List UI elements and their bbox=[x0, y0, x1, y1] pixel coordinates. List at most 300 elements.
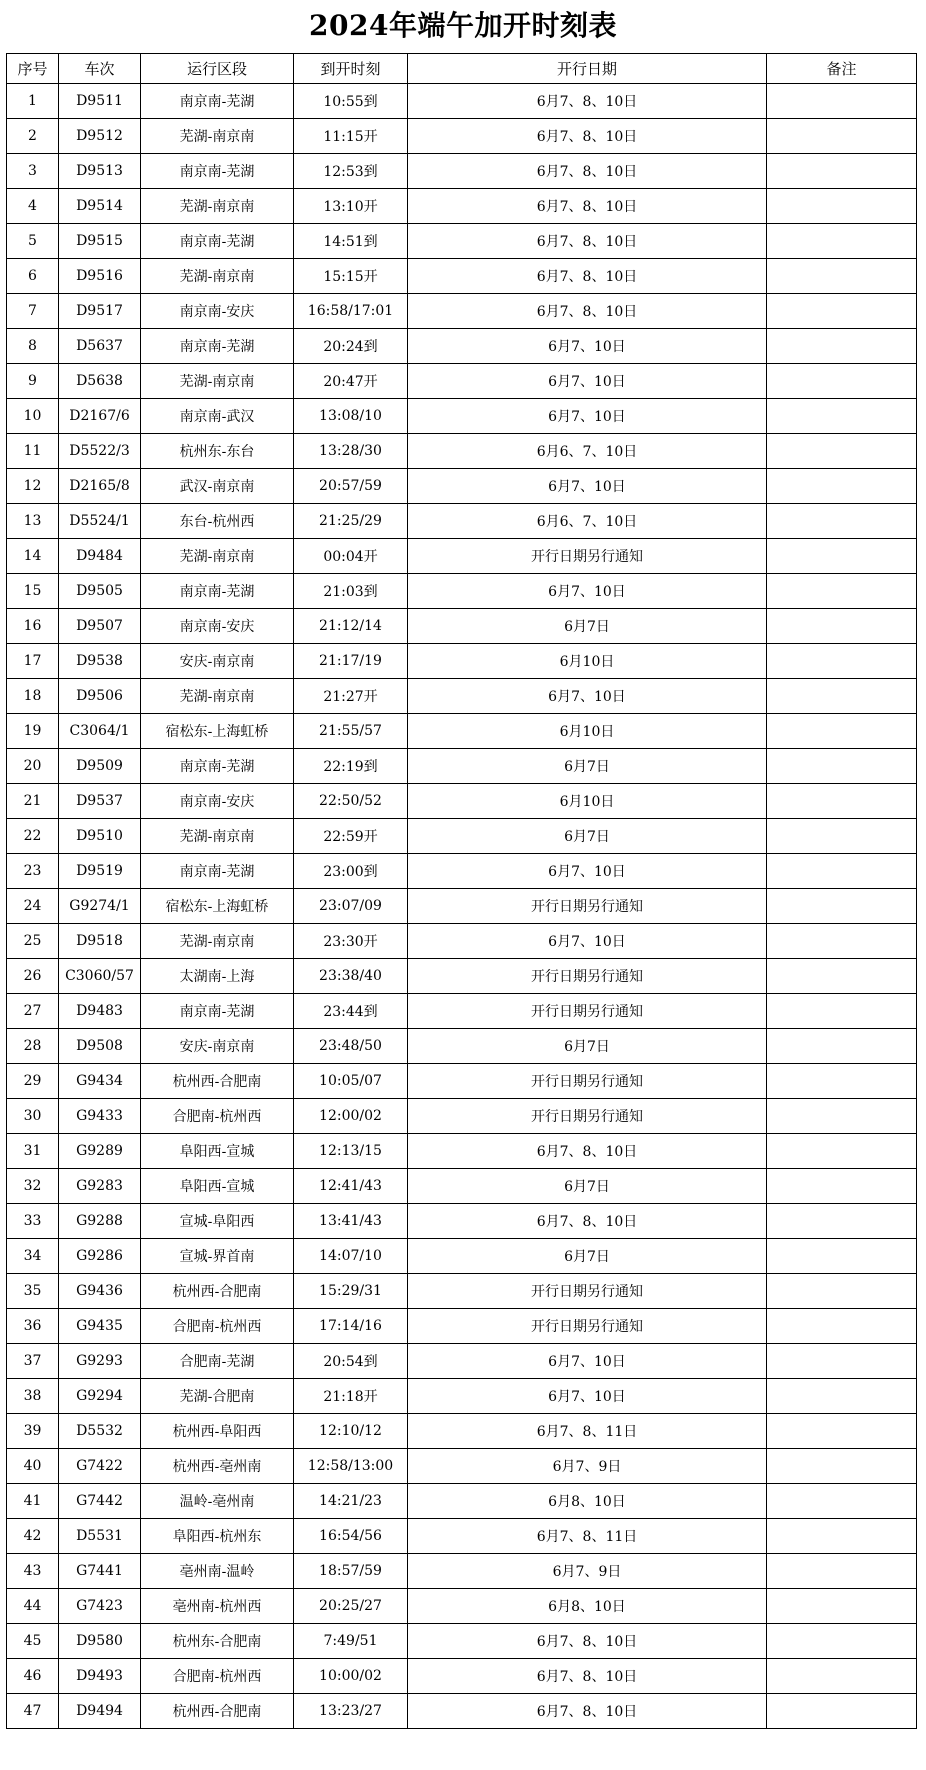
cell-route: 芜湖-南京南 bbox=[141, 119, 294, 154]
cell-train-number: D9508 bbox=[59, 1029, 141, 1064]
cell-route: 东台-杭州西 bbox=[141, 504, 294, 539]
cell-dates: 6月7、8、10日 bbox=[408, 189, 767, 224]
cell-remarks bbox=[767, 329, 917, 364]
cell-time: 23:30开 bbox=[294, 924, 408, 959]
cell-route: 南京南-芜湖 bbox=[141, 84, 294, 119]
cell-dates: 开行日期另行通知 bbox=[408, 1274, 767, 1309]
cell-train-number: G9288 bbox=[59, 1204, 141, 1239]
cell-remarks bbox=[767, 854, 917, 889]
cell-train-number: D5531 bbox=[59, 1519, 141, 1554]
cell-time: 10:00/02 bbox=[294, 1659, 408, 1694]
cell-time: 21:18开 bbox=[294, 1379, 408, 1414]
cell-remarks bbox=[767, 434, 917, 469]
table-row bbox=[7, 1064, 917, 1099]
cell-seq: 29 bbox=[7, 1064, 59, 1099]
cell-route: 合肥南-杭州西 bbox=[141, 1659, 294, 1694]
cell-route: 南京南-芜湖 bbox=[141, 329, 294, 364]
cell-time: 14:07/10 bbox=[294, 1239, 408, 1274]
cell-seq: 24 bbox=[7, 889, 59, 924]
cell-remarks bbox=[767, 994, 917, 1029]
table-body bbox=[7, 84, 917, 1729]
cell-time: 12:10/12 bbox=[294, 1414, 408, 1449]
table-row bbox=[7, 1589, 917, 1624]
table-row bbox=[7, 364, 917, 399]
table-row bbox=[7, 154, 917, 189]
cell-train-number: G7423 bbox=[59, 1589, 141, 1624]
cell-train-number: G9274/1 bbox=[59, 889, 141, 924]
cell-time: 21:27开 bbox=[294, 679, 408, 714]
cell-train-number: C3064/1 bbox=[59, 714, 141, 749]
table-row bbox=[7, 714, 917, 749]
cell-dates: 6月7、8、10日 bbox=[408, 1204, 767, 1239]
cell-dates: 6月7、8、10日 bbox=[408, 1134, 767, 1169]
cell-seq: 28 bbox=[7, 1029, 59, 1064]
cell-seq: 1 bbox=[7, 84, 59, 119]
header-operating-dates: 开行日期 bbox=[408, 54, 767, 84]
cell-time: 21:12/14 bbox=[294, 609, 408, 644]
cell-train-number: D9516 bbox=[59, 259, 141, 294]
cell-route: 芜湖-合肥南 bbox=[141, 1379, 294, 1414]
cell-train-number: G9286 bbox=[59, 1239, 141, 1274]
cell-time: 15:29/31 bbox=[294, 1274, 408, 1309]
cell-time: 20:54到 bbox=[294, 1344, 408, 1379]
cell-time: 13:28/30 bbox=[294, 434, 408, 469]
cell-dates: 6月10日 bbox=[408, 714, 767, 749]
header-remarks: 备注 bbox=[767, 54, 917, 84]
cell-time: 13:23/27 bbox=[294, 1694, 408, 1729]
cell-seq: 31 bbox=[7, 1134, 59, 1169]
cell-seq: 40 bbox=[7, 1449, 59, 1484]
table-row bbox=[7, 119, 917, 154]
table-row bbox=[7, 329, 917, 364]
cell-time: 22:50/52 bbox=[294, 784, 408, 819]
cell-train-number: G9289 bbox=[59, 1134, 141, 1169]
cell-route: 芜湖-南京南 bbox=[141, 364, 294, 399]
cell-seq: 42 bbox=[7, 1519, 59, 1554]
cell-dates: 6月7、10日 bbox=[408, 469, 767, 504]
cell-dates: 6月6、7、10日 bbox=[408, 504, 767, 539]
cell-route: 南京南-芜湖 bbox=[141, 224, 294, 259]
cell-remarks bbox=[767, 1414, 917, 1449]
cell-remarks bbox=[767, 1064, 917, 1099]
table-row bbox=[7, 1204, 917, 1239]
cell-remarks bbox=[767, 1694, 917, 1729]
cell-time: 23:44到 bbox=[294, 994, 408, 1029]
cell-route: 杭州西-合肥南 bbox=[141, 1064, 294, 1099]
cell-route: 杭州东-合肥南 bbox=[141, 1624, 294, 1659]
cell-seq: 5 bbox=[7, 224, 59, 259]
cell-time: 21:55/57 bbox=[294, 714, 408, 749]
cell-dates: 6月7、8、10日 bbox=[408, 154, 767, 189]
cell-time: 20:25/27 bbox=[294, 1589, 408, 1624]
cell-train-number: G9435 bbox=[59, 1309, 141, 1344]
cell-seq: 12 bbox=[7, 469, 59, 504]
cell-remarks bbox=[767, 1029, 917, 1064]
cell-seq: 9 bbox=[7, 364, 59, 399]
cell-remarks bbox=[767, 679, 917, 714]
cell-seq: 8 bbox=[7, 329, 59, 364]
table-row bbox=[7, 819, 917, 854]
cell-dates: 6月7、9日 bbox=[408, 1449, 767, 1484]
cell-route: 阜阳西-宣城 bbox=[141, 1169, 294, 1204]
table-row bbox=[7, 1519, 917, 1554]
cell-dates: 6月7日 bbox=[408, 819, 767, 854]
table-row bbox=[7, 84, 917, 119]
table-row bbox=[7, 1414, 917, 1449]
table-row bbox=[7, 854, 917, 889]
cell-seq: 6 bbox=[7, 259, 59, 294]
cell-train-number: G9283 bbox=[59, 1169, 141, 1204]
cell-route: 南京南-芜湖 bbox=[141, 574, 294, 609]
cell-seq: 16 bbox=[7, 609, 59, 644]
cell-train-number: G9434 bbox=[59, 1064, 141, 1099]
cell-remarks bbox=[767, 84, 917, 119]
cell-seq: 19 bbox=[7, 714, 59, 749]
cell-time: 11:15开 bbox=[294, 119, 408, 154]
cell-dates: 6月7日 bbox=[408, 1029, 767, 1064]
cell-seq: 26 bbox=[7, 959, 59, 994]
cell-seq: 44 bbox=[7, 1589, 59, 1624]
cell-dates: 6月10日 bbox=[408, 644, 767, 679]
cell-remarks bbox=[767, 1204, 917, 1239]
cell-route: 南京南-安庆 bbox=[141, 784, 294, 819]
cell-dates: 6月7、8、10日 bbox=[408, 224, 767, 259]
cell-dates: 开行日期另行通知 bbox=[408, 1064, 767, 1099]
cell-route: 南京南-武汉 bbox=[141, 399, 294, 434]
cell-dates: 6月6、7、10日 bbox=[408, 434, 767, 469]
cell-train-number: D5637 bbox=[59, 329, 141, 364]
table-row bbox=[7, 294, 917, 329]
cell-remarks bbox=[767, 1449, 917, 1484]
cell-train-number: D2167/6 bbox=[59, 399, 141, 434]
cell-route: 宿松东-上海虹桥 bbox=[141, 889, 294, 924]
cell-remarks bbox=[767, 259, 917, 294]
cell-train-number: D9512 bbox=[59, 119, 141, 154]
header-seq: 序号 bbox=[7, 54, 59, 84]
cell-remarks bbox=[767, 539, 917, 574]
cell-route: 合肥南-杭州西 bbox=[141, 1309, 294, 1344]
cell-dates: 开行日期另行通知 bbox=[408, 1099, 767, 1134]
cell-route: 阜阳西-宣城 bbox=[141, 1134, 294, 1169]
cell-train-number: D5532 bbox=[59, 1414, 141, 1449]
cell-route: 南京南-芜湖 bbox=[141, 994, 294, 1029]
table-row bbox=[7, 994, 917, 1029]
table-row bbox=[7, 1554, 917, 1589]
cell-train-number: D9505 bbox=[59, 574, 141, 609]
cell-time: 12:58/13:00 bbox=[294, 1449, 408, 1484]
cell-seq: 13 bbox=[7, 504, 59, 539]
cell-train-number: D5638 bbox=[59, 364, 141, 399]
cell-remarks bbox=[767, 1379, 917, 1414]
cell-seq: 36 bbox=[7, 1309, 59, 1344]
cell-train-number: D9509 bbox=[59, 749, 141, 784]
cell-dates: 6月7、8、10日 bbox=[408, 1659, 767, 1694]
cell-seq: 38 bbox=[7, 1379, 59, 1414]
cell-train-number: D9515 bbox=[59, 224, 141, 259]
cell-dates: 6月7、10日 bbox=[408, 679, 767, 714]
cell-dates: 6月7、8、10日 bbox=[408, 119, 767, 154]
cell-time: 12:41/43 bbox=[294, 1169, 408, 1204]
cell-dates: 6月7、8、10日 bbox=[408, 84, 767, 119]
cell-seq: 47 bbox=[7, 1694, 59, 1729]
cell-route: 宿松东-上海虹桥 bbox=[141, 714, 294, 749]
cell-time: 20:24到 bbox=[294, 329, 408, 364]
cell-seq: 7 bbox=[7, 294, 59, 329]
cell-time: 20:47开 bbox=[294, 364, 408, 399]
cell-remarks bbox=[767, 959, 917, 994]
cell-seq: 10 bbox=[7, 399, 59, 434]
cell-remarks bbox=[767, 1239, 917, 1274]
cell-route: 杭州西-合肥南 bbox=[141, 1694, 294, 1729]
cell-dates: 开行日期另行通知 bbox=[408, 994, 767, 1029]
cell-remarks bbox=[767, 749, 917, 784]
cell-time: 21:25/29 bbox=[294, 504, 408, 539]
cell-remarks bbox=[767, 1554, 917, 1589]
cell-route: 芜湖-南京南 bbox=[141, 189, 294, 224]
cell-remarks bbox=[767, 364, 917, 399]
table-header-row bbox=[7, 54, 917, 84]
cell-train-number: D9514 bbox=[59, 189, 141, 224]
cell-dates: 6月8、10日 bbox=[408, 1589, 767, 1624]
cell-route: 宣城-阜阳西 bbox=[141, 1204, 294, 1239]
cell-route: 南京南-芜湖 bbox=[141, 749, 294, 784]
table-row bbox=[7, 679, 917, 714]
cell-remarks bbox=[767, 784, 917, 819]
cell-train-number: G9433 bbox=[59, 1099, 141, 1134]
cell-seq: 4 bbox=[7, 189, 59, 224]
table-row bbox=[7, 469, 917, 504]
cell-train-number: G9294 bbox=[59, 1379, 141, 1414]
cell-route: 亳州南-杭州西 bbox=[141, 1589, 294, 1624]
cell-train-number: D9483 bbox=[59, 994, 141, 1029]
page-title: 2024年端午加开时刻表 bbox=[309, 9, 617, 42]
cell-seq: 37 bbox=[7, 1344, 59, 1379]
cell-remarks bbox=[767, 119, 917, 154]
cell-time: 16:58/17:01 bbox=[294, 294, 408, 329]
table-row bbox=[7, 1344, 917, 1379]
cell-time: 14:21/23 bbox=[294, 1484, 408, 1519]
cell-route: 杭州东-东台 bbox=[141, 434, 294, 469]
table-row bbox=[7, 434, 917, 469]
cell-route: 温岭-亳州南 bbox=[141, 1484, 294, 1519]
cell-seq: 39 bbox=[7, 1414, 59, 1449]
table-row bbox=[7, 224, 917, 259]
table-row bbox=[7, 399, 917, 434]
cell-route: 亳州南-温岭 bbox=[141, 1554, 294, 1589]
cell-remarks bbox=[767, 399, 917, 434]
cell-remarks bbox=[767, 504, 917, 539]
cell-dates: 开行日期另行通知 bbox=[408, 959, 767, 994]
cell-train-number: D9517 bbox=[59, 294, 141, 329]
cell-remarks bbox=[767, 1274, 917, 1309]
cell-time: 12:00/02 bbox=[294, 1099, 408, 1134]
cell-route: 安庆-南京南 bbox=[141, 644, 294, 679]
cell-train-number: D9493 bbox=[59, 1659, 141, 1694]
cell-seq: 3 bbox=[7, 154, 59, 189]
table-row bbox=[7, 504, 917, 539]
cell-remarks bbox=[767, 714, 917, 749]
cell-dates: 6月7、8、10日 bbox=[408, 259, 767, 294]
cell-remarks bbox=[767, 1519, 917, 1554]
cell-route: 宣城-界首南 bbox=[141, 1239, 294, 1274]
cell-train-number: D9506 bbox=[59, 679, 141, 714]
cell-dates: 6月8、10日 bbox=[408, 1484, 767, 1519]
cell-seq: 22 bbox=[7, 819, 59, 854]
cell-seq: 34 bbox=[7, 1239, 59, 1274]
table-row bbox=[7, 574, 917, 609]
cell-train-number: G7422 bbox=[59, 1449, 141, 1484]
header-arrival-departure-time: 到开时刻 bbox=[294, 54, 408, 84]
cell-train-number: D9511 bbox=[59, 84, 141, 119]
cell-remarks bbox=[767, 224, 917, 259]
cell-dates: 6月7、10日 bbox=[408, 329, 767, 364]
cell-route: 南京南-安庆 bbox=[141, 609, 294, 644]
cell-time: 20:57/59 bbox=[294, 469, 408, 504]
table-row bbox=[7, 644, 917, 679]
cell-dates: 6月7、10日 bbox=[408, 924, 767, 959]
cell-remarks bbox=[767, 609, 917, 644]
cell-remarks bbox=[767, 154, 917, 189]
cell-train-number: D9519 bbox=[59, 854, 141, 889]
cell-remarks bbox=[767, 819, 917, 854]
cell-time: 23:00到 bbox=[294, 854, 408, 889]
cell-seq: 11 bbox=[7, 434, 59, 469]
cell-time: 12:13/15 bbox=[294, 1134, 408, 1169]
cell-train-number: C3060/57 bbox=[59, 959, 141, 994]
cell-train-number: G7442 bbox=[59, 1484, 141, 1519]
cell-remarks bbox=[767, 1134, 917, 1169]
cell-seq: 32 bbox=[7, 1169, 59, 1204]
cell-time: 21:03到 bbox=[294, 574, 408, 609]
cell-remarks bbox=[767, 294, 917, 329]
table-row bbox=[7, 959, 917, 994]
cell-seq: 23 bbox=[7, 854, 59, 889]
table-row bbox=[7, 609, 917, 644]
cell-dates: 开行日期另行通知 bbox=[408, 1309, 767, 1344]
cell-remarks bbox=[767, 189, 917, 224]
table-row bbox=[7, 1624, 917, 1659]
cell-seq: 2 bbox=[7, 119, 59, 154]
cell-remarks bbox=[767, 889, 917, 924]
cell-route: 杭州西-合肥南 bbox=[141, 1274, 294, 1309]
cell-dates: 6月7、8、10日 bbox=[408, 1694, 767, 1729]
cell-seq: 43 bbox=[7, 1554, 59, 1589]
cell-remarks bbox=[767, 1589, 917, 1624]
cell-train-number: D9538 bbox=[59, 644, 141, 679]
table-row bbox=[7, 539, 917, 574]
cell-dates: 6月7、10日 bbox=[408, 574, 767, 609]
cell-train-number: D9513 bbox=[59, 154, 141, 189]
table-row bbox=[7, 1449, 917, 1484]
cell-seq: 20 bbox=[7, 749, 59, 784]
cell-time: 23:38/40 bbox=[294, 959, 408, 994]
cell-dates: 6月7、10日 bbox=[408, 854, 767, 889]
cell-time: 13:08/10 bbox=[294, 399, 408, 434]
cell-route: 南京南-安庆 bbox=[141, 294, 294, 329]
table-row bbox=[7, 1484, 917, 1519]
cell-remarks bbox=[767, 924, 917, 959]
cell-route: 太湖南-上海 bbox=[141, 959, 294, 994]
cell-dates: 6月7、10日 bbox=[408, 1379, 767, 1414]
cell-remarks bbox=[767, 1344, 917, 1379]
cell-route: 武汉-南京南 bbox=[141, 469, 294, 504]
table-row bbox=[7, 1134, 917, 1169]
cell-remarks bbox=[767, 1659, 917, 1694]
cell-route: 芜湖-南京南 bbox=[141, 924, 294, 959]
cell-remarks bbox=[767, 574, 917, 609]
cell-dates: 6月7日 bbox=[408, 609, 767, 644]
cell-dates: 6月7、8、11日 bbox=[408, 1414, 767, 1449]
table-row bbox=[7, 1274, 917, 1309]
cell-time: 16:54/56 bbox=[294, 1519, 408, 1554]
cell-route: 芜湖-南京南 bbox=[141, 539, 294, 574]
cell-train-number: D9484 bbox=[59, 539, 141, 574]
table-row bbox=[7, 1099, 917, 1134]
cell-time: 14:51到 bbox=[294, 224, 408, 259]
cell-route: 南京南-芜湖 bbox=[141, 854, 294, 889]
cell-train-number: D5522/3 bbox=[59, 434, 141, 469]
cell-time: 00:04开 bbox=[294, 539, 408, 574]
cell-route: 安庆-南京南 bbox=[141, 1029, 294, 1064]
cell-route: 芜湖-南京南 bbox=[141, 259, 294, 294]
table-row bbox=[7, 189, 917, 224]
cell-route: 合肥南-杭州西 bbox=[141, 1099, 294, 1134]
cell-seq: 18 bbox=[7, 679, 59, 714]
cell-train-number: G9436 bbox=[59, 1274, 141, 1309]
cell-remarks bbox=[767, 644, 917, 679]
cell-train-number: D9537 bbox=[59, 784, 141, 819]
cell-remarks bbox=[767, 469, 917, 504]
cell-dates: 开行日期另行通知 bbox=[408, 889, 767, 924]
table-row bbox=[7, 1309, 917, 1344]
cell-dates: 6月7日 bbox=[408, 749, 767, 784]
cell-route: 芜湖-南京南 bbox=[141, 819, 294, 854]
cell-seq: 41 bbox=[7, 1484, 59, 1519]
cell-dates: 6月7、10日 bbox=[408, 364, 767, 399]
cell-seq: 30 bbox=[7, 1099, 59, 1134]
cell-time: 12:53到 bbox=[294, 154, 408, 189]
cell-time: 15:15开 bbox=[294, 259, 408, 294]
table-row bbox=[7, 1379, 917, 1414]
cell-time: 10:55到 bbox=[294, 84, 408, 119]
cell-remarks bbox=[767, 1099, 917, 1134]
cell-seq: 25 bbox=[7, 924, 59, 959]
cell-train-number: D5524/1 bbox=[59, 504, 141, 539]
cell-seq: 15 bbox=[7, 574, 59, 609]
cell-route: 杭州西-亳州南 bbox=[141, 1449, 294, 1484]
cell-train-number: D9518 bbox=[59, 924, 141, 959]
table-row bbox=[7, 1239, 917, 1274]
cell-time: 18:57/59 bbox=[294, 1554, 408, 1589]
cell-time: 7:49/51 bbox=[294, 1624, 408, 1659]
cell-dates: 6月7日 bbox=[408, 1169, 767, 1204]
cell-route: 芜湖-南京南 bbox=[141, 679, 294, 714]
cell-seq: 45 bbox=[7, 1624, 59, 1659]
table-row bbox=[7, 924, 917, 959]
cell-remarks bbox=[767, 1309, 917, 1344]
cell-train-number: D9494 bbox=[59, 1694, 141, 1729]
schedule-table bbox=[6, 53, 917, 1729]
cell-dates: 6月7、8、10日 bbox=[408, 1624, 767, 1659]
cell-time: 23:48/50 bbox=[294, 1029, 408, 1064]
cell-time: 13:41/43 bbox=[294, 1204, 408, 1239]
cell-train-number: D9507 bbox=[59, 609, 141, 644]
table-row bbox=[7, 749, 917, 784]
cell-remarks bbox=[767, 1484, 917, 1519]
cell-remarks bbox=[767, 1169, 917, 1204]
cell-dates: 开行日期另行通知 bbox=[408, 539, 767, 574]
header-route: 运行区段 bbox=[141, 54, 294, 84]
